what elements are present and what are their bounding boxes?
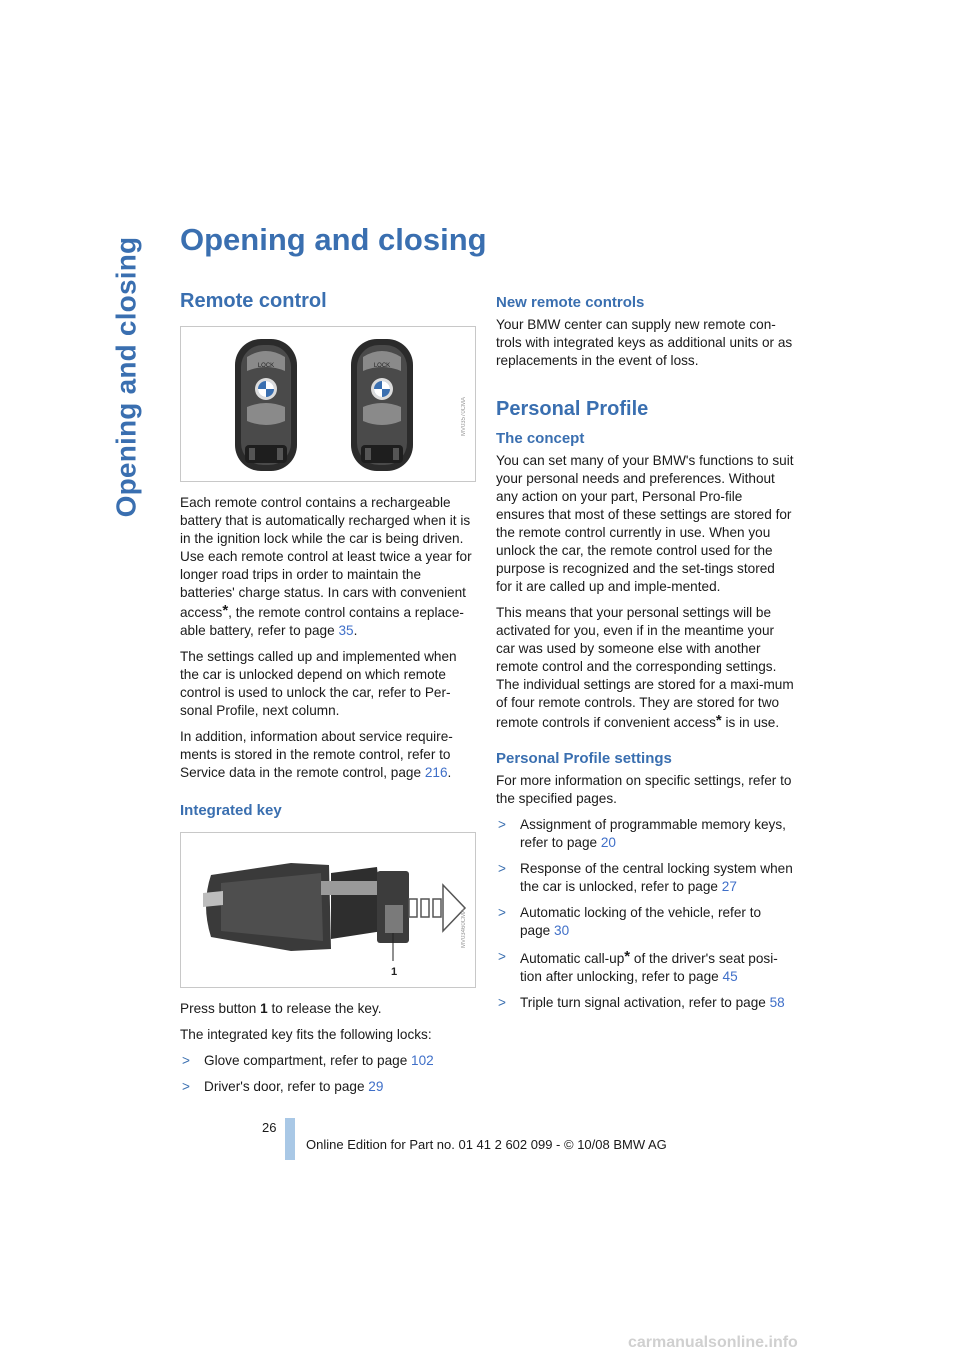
callout-1: 1 <box>391 966 398 978</box>
list-item: > Automatic locking of the vehicle, refer to page 30 <box>498 905 762 938</box>
remote-control-figure <box>180 326 476 482</box>
profile-settings-paragraph: For more information on specific settings, refer to the specified pages. <box>496 773 792 806</box>
key-paragraph-2: The integrated key fits the following locks: <box>180 1027 432 1042</box>
profile-settings-list <box>496 816 794 1012</box>
page-link[interactable]: 216 <box>424 765 448 780</box>
remote-paragraph-3: In addition, information about service require-ments is stored in the remote control, refer to Service data in the remote control, page 216. <box>180 729 453 780</box>
remote-paragraph-1: Each remote control contains a rechargeable battery that is automatically recharged when it is in the ignition lock while the car is being driven. Use each remote control at least twice a year for longer road trips in order to maintain the batteries' charge status. In cars with convenient access*, the remote control contains a replace-able battery, refer to page 35. <box>180 495 472 638</box>
list-item: > Assignment of programmable memory keys, refer to page 20 <box>498 817 786 850</box>
remote-paragraph-2: The settings called up and implemented when the car is unlocked depend on which remote control is used to unlock the car, refer to Per-sonal Profile, next column. <box>180 649 457 718</box>
concept-paragraph-2: This means that your personal settings will be activated for you, even if in the meantime your car was used by someone else with another remote control and the corresponding settings. The individual settings are stored for a maxi-mum of four remote controls. They are stored for two remote controls if convenient access* is in use. <box>496 605 794 730</box>
page-link[interactable]: 102 <box>411 1053 434 1068</box>
key-release-illustration <box>181 833 475 987</box>
page-link[interactable]: 35 <box>338 623 354 638</box>
list-item: > Glove compartment, refer to page 102 <box>182 1053 434 1068</box>
key-paragraph-1: Press button 1 to release the key. <box>180 1001 382 1016</box>
page-link[interactable]: 30 <box>554 923 570 938</box>
new-remote-heading: New remote controls <box>496 294 645 311</box>
side-tab <box>96 232 156 522</box>
svg-text:LOCK: LOCK <box>257 363 275 369</box>
list-item: > Triple turn signal activation, refer to page 58 <box>498 995 785 1010</box>
remote-keys-illustration <box>181 327 475 481</box>
page-title: Opening and closing <box>180 222 487 257</box>
integrated-key-figure <box>180 832 476 988</box>
figure-code: MV03570CMA <box>461 397 467 437</box>
side-tab-label: Opening and closing <box>110 236 142 518</box>
footer-bar <box>285 1118 295 1160</box>
list-item: > Driver's door, refer to page 29 <box>182 1079 384 1094</box>
remote-key-right <box>351 339 413 471</box>
figure-code: MV03460CMA <box>461 909 467 949</box>
personal-profile-heading: Personal Profile <box>496 398 649 420</box>
page-link[interactable]: 45 <box>722 969 738 984</box>
list-item: > Response of the central locking system when the car is unlocked, refer to page 27 <box>498 861 793 894</box>
remote-control-heading: Remote control <box>180 290 327 312</box>
page-link[interactable]: 58 <box>769 995 785 1010</box>
page-number: 26 <box>262 1120 277 1135</box>
concept-paragraph-1: You can set many of your BMW's functions to suit your personal needs and preferences. Without any action on your part, Personal Pro-file ensures that most of these settings are stored for the remote control currently in use. When you unlock the car, the remote control used for the purpose is recognized and the set-tings stored for it are called up and imple-mented. <box>496 453 794 594</box>
integrated-key-heading: Integrated key <box>180 802 282 819</box>
edition-footer: Online Edition for Part no. 01 41 2 602 099 - © 10/08 BMW AG <box>306 1137 667 1152</box>
concept-heading: The concept <box>496 430 585 447</box>
remote-key-left <box>235 339 297 471</box>
left-column <box>180 292 476 1104</box>
list-item: > Automatic call-up* of the driver's seat posi-tion after unlocking, refer to page 45 <box>498 948 778 984</box>
page-link[interactable]: 27 <box>721 879 737 894</box>
new-remote-paragraph: Your BMW center can supply new remote con-trols with integrated keys as additional units or as replacements in the event of loss. <box>496 317 793 368</box>
profile-settings-heading: Personal Profile settings <box>496 750 672 767</box>
page-link[interactable]: 20 <box>600 835 616 850</box>
key-locks-list <box>180 1052 476 1096</box>
right-column <box>496 292 794 1020</box>
watermark: carmanualsonline.info <box>628 1334 798 1351</box>
svg-text:LOCK: LOCK <box>373 363 391 369</box>
page-link[interactable]: 29 <box>368 1079 384 1094</box>
